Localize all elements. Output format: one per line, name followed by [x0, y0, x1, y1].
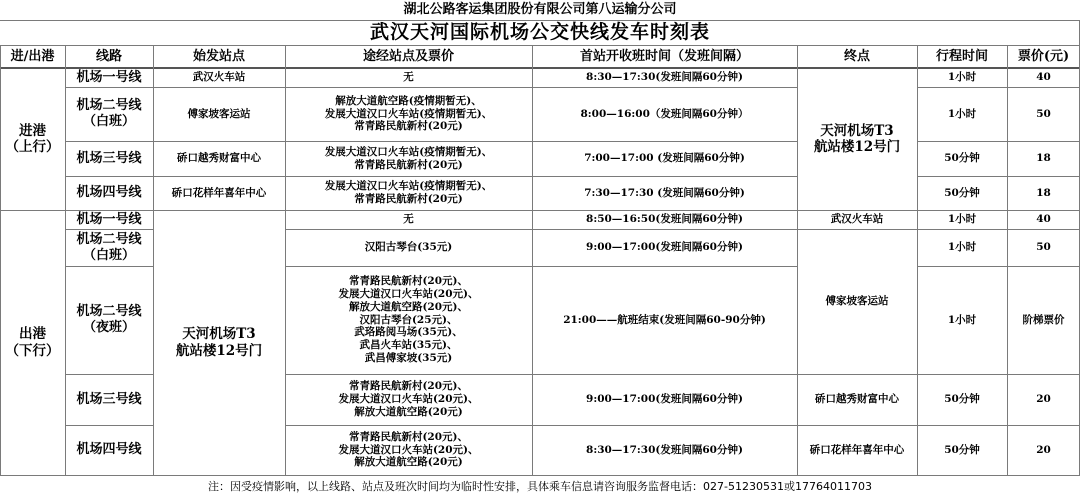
header-time: 首站开收班时间（发班间隔） [579, 49, 749, 65]
stops-cell: 发展大道汉口火车站(疫情期暂无)、 常青路民航新村(20元) [324, 145, 493, 171]
time-cell: 8:50—16:50(发班间隔60分钟) [586, 213, 743, 226]
terminal-cell: 傅家坡客运站 [825, 295, 889, 308]
route-name: 机场三号线 [76, 391, 142, 407]
time-cell: 7:00—17:00 (发班间隔60分钟) [584, 152, 745, 165]
route-name: 机场二号线 （夜班） [76, 304, 142, 335]
time-cell: 8:00—16:00（发班间隔60分钟） [580, 107, 749, 120]
origin-station: 傅家坡客运站 [187, 107, 251, 120]
fare-cell: 18 [1036, 186, 1051, 199]
route-name: 机场三号线 [76, 150, 142, 166]
fare-cell: 40 [1036, 213, 1051, 226]
grid-line [917, 141, 1080, 142]
stops-cell: 常青路民航新村(20元)、 发展大道汉口火车站(20元)、 解放大道航空路(20元) [338, 430, 479, 469]
terminal-cell: 硚口花样年喜年中心 [809, 443, 905, 456]
stops-cell: 无 [403, 71, 414, 84]
duration-cell: 1小时 [947, 241, 977, 254]
inbound-terminal: 天河机场T3 航站楼12号门 [813, 122, 901, 155]
grid-line [0, 475, 1080, 476]
duration-cell: 50分钟 [944, 186, 980, 199]
stops-cell: 解放大道航空路(疫情期暂无)、 发展大道汉口火车站(疫情期暂无)、 常青路民航新村(20元) [324, 94, 493, 133]
page-title: 武汉天河国际机场公交快线发车时刻表 [369, 21, 710, 44]
grid-line [0, 67, 1080, 69]
grid-line [285, 229, 1080, 230]
duration-cell: 1小时 [947, 71, 977, 84]
time-cell: 9:00—17:00(发班间隔60分钟) [586, 241, 743, 254]
header-origin: 始发站点 [192, 49, 245, 65]
stops-cell: 常青路民航新村(20元)、 发展大道汉口火车站(20元)、 解放大道航空路(20元) [338, 380, 479, 418]
grid-line [65, 266, 153, 267]
outbound-label: 出港 （下行） [5, 326, 60, 359]
grid-line [65, 45, 66, 476]
route-name: 机场四号线 [76, 185, 142, 201]
fare-cell: 50 [1036, 107, 1051, 120]
grid-line [65, 374, 153, 375]
stops-cell: 常青路民航新村(20元)、 发展大道汉口火车站(20元)、 解放大道航空路(20元)、 汉阳古琴台(25元)、 武珞路阅马场(35元)、 武昌火车站(35元)、 武昌傅家坡(35元) [338, 275, 479, 364]
fare-cell: 18 [1036, 152, 1051, 165]
grid-line [285, 374, 1080, 375]
grid-line [65, 229, 153, 230]
header-route: 线路 [95, 49, 122, 65]
route-name: 机场四号线 [76, 442, 142, 458]
duration-cell: 50分钟 [944, 443, 980, 456]
route-name: 机场一号线 [76, 211, 142, 227]
duration-cell: 50分钟 [944, 152, 980, 165]
grid-line [285, 45, 286, 476]
grid-line [917, 176, 1080, 177]
fare-cell: 40 [1036, 71, 1051, 84]
grid-line [1007, 45, 1008, 476]
grid-line [153, 45, 154, 476]
grid-line [285, 266, 797, 267]
grid-line [917, 87, 1080, 88]
origin-station: 硚口花样年喜年中心 [171, 186, 267, 199]
grid-line [917, 266, 1080, 267]
duration-cell: 50分钟 [944, 393, 980, 406]
header-duration: 行程时间 [935, 49, 988, 65]
route-name: 机场一号线 [76, 69, 142, 85]
grid-line [0, 45, 1, 476]
fare-cell: 阶梯票价 [1022, 313, 1065, 326]
company-name: 湖北公路客运集团股份有限公司第八运输分公司 [403, 2, 677, 18]
terminal-cell: 武汉火车站 [830, 213, 884, 226]
time-cell: 8:30—17:30(发班间隔60分钟) [586, 71, 743, 84]
grid-line [65, 425, 153, 426]
grid-line [0, 45, 1080, 46]
route-name: 机场二号线 （白班） [76, 231, 142, 263]
route-name: 机场二号线 （白班） [76, 98, 142, 129]
stops-cell: 汉阳古琴台(35元) [364, 241, 453, 254]
header-terminal: 终点 [843, 49, 870, 65]
footer-note: 注：因受疫情影响，以上线路、站点及班次时间均为临时性安排，具体乘车信息请咨询服务监督电话：027-51230531或17764011703 [208, 479, 872, 493]
fare-cell: 20 [1036, 443, 1051, 456]
grid-line [0, 20, 1080, 21]
fare-cell: 50 [1036, 241, 1051, 254]
header-fare: 票价(元) [1017, 49, 1070, 65]
terminal-cell: 硚口越秀财富中心 [815, 393, 899, 406]
grid-line [0, 210, 1080, 211]
time-cell: 7:30—17:30 (发班间隔60分钟) [584, 186, 745, 199]
duration-cell: 1小时 [947, 107, 977, 120]
stops-cell: 无 [403, 213, 414, 226]
grid-line [65, 176, 797, 177]
origin-station: 武汉火车站 [192, 71, 246, 84]
duration-cell: 1小时 [947, 213, 977, 226]
grid-line [65, 87, 797, 88]
time-cell: 8:30—17:30(发班间隔60分钟) [586, 443, 743, 456]
grid-line [285, 425, 1080, 426]
time-cell: 9:00—17:00(发班间隔60分钟) [586, 393, 743, 406]
inbound-label: 进港 （上行） [5, 122, 60, 155]
grid-line [65, 141, 797, 142]
grid-line [797, 45, 798, 476]
origin-station: 硚口越秀财富中心 [177, 152, 261, 165]
stops-cell: 发展大道汉口火车站(疫情期暂无)、 常青路民航新村(20元) [324, 180, 493, 205]
grid-line [532, 45, 533, 476]
duration-cell: 1小时 [947, 313, 977, 326]
header-direction: 进/出港 [10, 49, 55, 65]
grid-line [917, 45, 918, 476]
header-stops: 途经站点及票价 [362, 49, 454, 65]
outbound-origin: 天河机场T3 航站楼12号门 [175, 326, 263, 359]
time-cell: 21:00——航班结束(发班间隔60-90分钟) [563, 313, 766, 326]
fare-cell: 20 [1036, 393, 1051, 406]
